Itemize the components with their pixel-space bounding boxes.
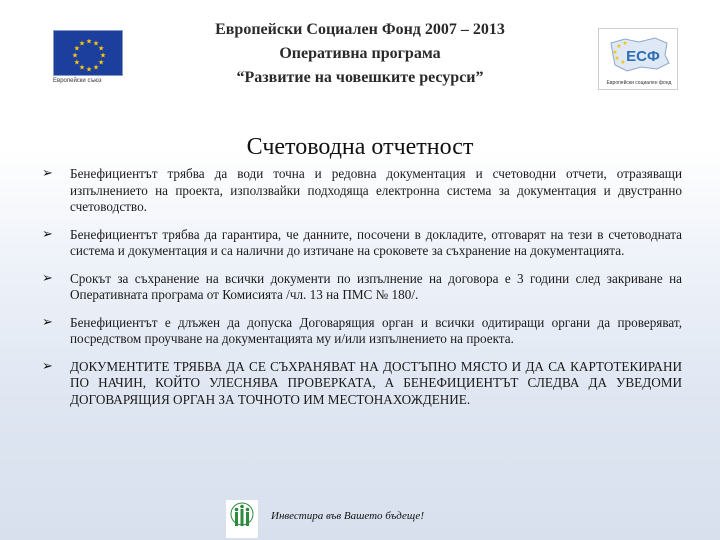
arrow-bullet-icon: ➢ bbox=[42, 358, 53, 374]
header-line-3: “Развитие на човешките ресурси” bbox=[236, 69, 484, 86]
bullet-item bbox=[42, 271, 682, 304]
header-line-1: Европейски Социален Фонд 2007 – 2013 bbox=[215, 21, 505, 38]
footer-logo bbox=[226, 500, 258, 538]
bullet-item bbox=[42, 315, 682, 348]
svg-text:★: ★ bbox=[614, 55, 620, 62]
arrow-bullet-icon: ➢ bbox=[42, 314, 53, 330]
header bbox=[0, 0, 720, 118]
svg-text:★: ★ bbox=[92, 39, 100, 48]
footer-slogan: Инвестира във Вашето бъдеще! bbox=[271, 510, 424, 522]
bullet-text: Бенефициентът е длъжен да допуска Договарящия орган и всички одитиращи органи да проверяват, посредством проучване на документацията му и/или изпълнението на проекта. bbox=[70, 314, 682, 346]
svg-text:★: ★ bbox=[73, 44, 81, 53]
eu-logo bbox=[53, 30, 123, 88]
bullet-item bbox=[42, 227, 682, 260]
esf-logo bbox=[598, 28, 678, 90]
svg-text:★: ★ bbox=[73, 58, 81, 67]
svg-text:★: ★ bbox=[612, 49, 618, 56]
svg-text:★: ★ bbox=[97, 44, 105, 53]
header-title bbox=[150, 18, 570, 90]
bullet-text: Бенефициентът трябва да гарантира, че данните, посочени в докладите, отговарят на тези в счетоводната система и документация и са налични до изтичане на сроковете за съхранение на документацията. bbox=[70, 226, 682, 258]
arrow-bullet-icon: ➢ bbox=[42, 166, 53, 181]
eu-caption: Европейски съюз bbox=[53, 78, 102, 84]
bullet-list bbox=[42, 166, 682, 419]
bullet-item bbox=[42, 166, 682, 216]
bullet-item bbox=[42, 359, 682, 409]
eu-stars-icon bbox=[54, 31, 124, 77]
bullet-text: Бенефициентът трябва да води точна и редовна документация и счетоводни отчети, отразяващи изпълнението на проекта, използвайки подходяща електронна система за документация и двустранно счетоводство. bbox=[70, 166, 682, 214]
header-line-2: Оперативна програма bbox=[279, 45, 441, 62]
svg-text:★: ★ bbox=[99, 51, 107, 60]
bullet-text: ДОКУМЕНТИТЕ ТРЯБВА ДА СЕ СЪХРАНЯВАТ НА ДОСТЪПНО МЯСТО И ДА СА КАРТОТЕКИРАНИ ПО НАЧИН, КОЙТО УЛЕСНЯВА ПРОВЕРКАТА, А БЕНЕФИЦИЕНТЪТ СЛЕДВА ДА УВЕДОМИ ДОГОВАРЯЩИЯ ОРГАН ЗА ТОЧНОТО ИМ МЕСТОНАХОЖДЕНИЕ. bbox=[70, 358, 682, 407]
eu-flag-icon bbox=[53, 30, 123, 76]
svg-text:★: ★ bbox=[97, 58, 105, 67]
svg-text:★: ★ bbox=[92, 63, 100, 72]
svg-text:★: ★ bbox=[622, 40, 628, 47]
arrow-bullet-icon: ➢ bbox=[42, 226, 53, 242]
svg-text:★: ★ bbox=[85, 37, 93, 46]
svg-text:★: ★ bbox=[78, 39, 86, 48]
people-logo-icon bbox=[226, 500, 258, 538]
svg-text:★: ★ bbox=[85, 65, 93, 74]
slide-title: Счетоводна отчетност bbox=[246, 134, 474, 160]
svg-text:★: ★ bbox=[620, 59, 626, 66]
arrow-bullet-icon: ➢ bbox=[42, 270, 53, 286]
esf-caption: Европейски социален фонд bbox=[606, 80, 672, 86]
svg-text:★: ★ bbox=[78, 63, 86, 72]
bullet-text: Срокът за съхранение на всички документи по изпълнение на договора е 3 години след закриване на Оперативната програма от Комисията /чл. 13 на ПМС № 180/. bbox=[70, 270, 682, 302]
svg-text:★: ★ bbox=[71, 51, 79, 60]
esf-map-icon bbox=[605, 33, 673, 77]
svg-text:★: ★ bbox=[616, 43, 622, 50]
esf-logo-text: ЕСФ bbox=[626, 48, 660, 65]
